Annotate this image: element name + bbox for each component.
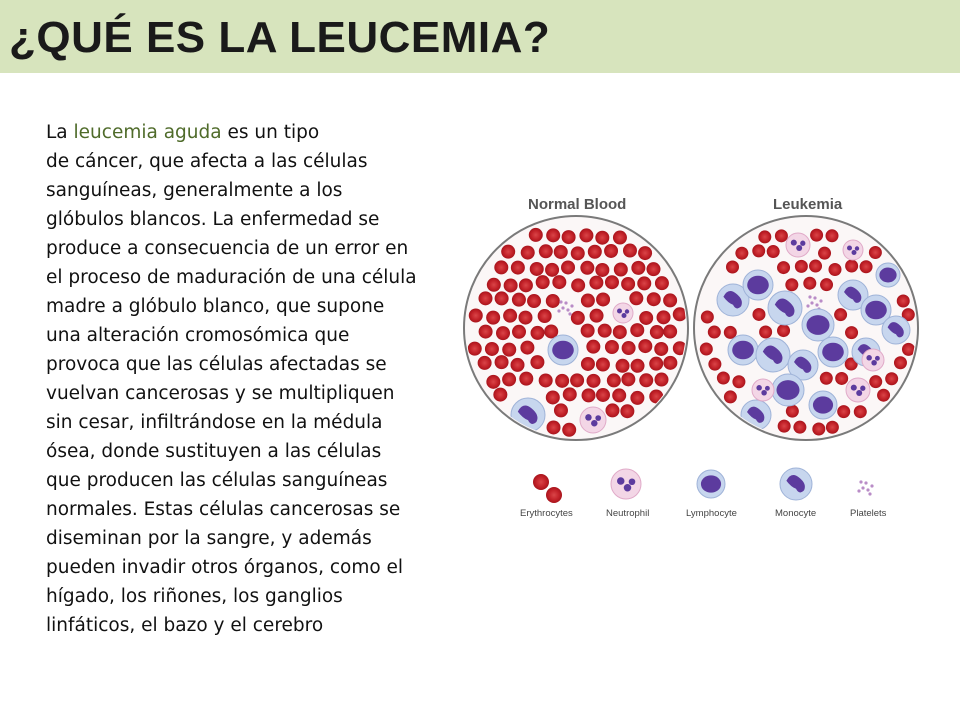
erythrocyte	[735, 247, 748, 260]
paragraph-line: el proceso de maduración de una célula	[46, 267, 417, 288]
erythrocyte	[503, 309, 517, 323]
erythrocyte	[579, 228, 593, 242]
erythrocyte	[663, 356, 677, 370]
erythrocyte	[518, 311, 532, 325]
erythrocyte	[837, 405, 850, 418]
neutrophil-lobe	[756, 385, 762, 391]
erythrocyte	[511, 261, 525, 275]
erythrocyte	[622, 341, 636, 355]
erythrocyte	[795, 260, 808, 273]
platelet	[819, 299, 822, 302]
neutrophil-lobe	[617, 309, 622, 314]
erythrocyte	[571, 311, 585, 325]
legend-cells	[533, 468, 874, 503]
body-paragraph	[46, 118, 446, 640]
erythrocyte	[777, 261, 790, 274]
platelet	[566, 308, 569, 311]
erythrocyte	[512, 293, 526, 307]
erythrocyte	[759, 326, 772, 339]
erythrocyte	[486, 311, 500, 325]
neutrophil-lobe	[629, 478, 636, 485]
legend-lymphocyte: Lymphocyte	[686, 508, 737, 519]
erythrocyte	[835, 372, 848, 385]
neutrophil-lobe	[860, 386, 865, 391]
erythrocyte	[552, 275, 566, 289]
erythrocyte	[545, 263, 559, 277]
erythrocyte	[581, 357, 595, 371]
neutrophil-cell	[613, 303, 633, 323]
neutrophil-lobe	[591, 420, 598, 427]
erythrocyte	[589, 276, 603, 290]
paragraph-line: linfáticos, el bazo y el cerebro	[46, 615, 324, 636]
erythrocyte	[620, 404, 634, 418]
erythrocyte	[595, 263, 609, 277]
erythrocyte	[826, 229, 839, 242]
erythrocyte	[590, 309, 604, 323]
erythrocyte	[777, 324, 790, 337]
neutrophil-lobe	[855, 246, 859, 250]
erythrocyte	[538, 309, 552, 323]
erythrocyte	[621, 372, 635, 386]
erythrocyte	[580, 261, 594, 275]
erythrocyte	[539, 244, 553, 258]
paragraph-line: diseminan por la sangre, y además	[46, 528, 372, 549]
erythrocyte	[478, 291, 492, 305]
lymphocyte-nucleus	[552, 341, 574, 360]
neutrophil-lobe	[624, 484, 632, 492]
erythrocyte	[586, 340, 600, 354]
erythrocyte	[571, 278, 585, 292]
erythrocyte	[717, 372, 730, 385]
neutrophil-lobe	[800, 241, 805, 246]
platelet	[570, 304, 573, 307]
erythrocyte	[539, 373, 553, 387]
erythrocyte	[561, 260, 575, 274]
neutrophil-lobe	[765, 386, 770, 391]
line-suffix: es un tipo	[221, 122, 320, 143]
paragraph-line: sin cesar, infiltrándose en la médula	[46, 412, 383, 433]
erythrocyte	[546, 294, 560, 308]
neutrophil-lobe	[875, 356, 880, 361]
erythrocyte	[519, 278, 533, 292]
erythrocyte	[587, 374, 601, 388]
erythrocyte	[521, 246, 535, 260]
erythrocyte	[854, 405, 867, 418]
erythrocyte	[604, 244, 618, 258]
erythrocyte	[588, 245, 602, 259]
erythrocyte	[638, 246, 652, 260]
line-prefix: La	[46, 122, 74, 143]
paragraph-line: produce a consecuencia de un error en	[46, 238, 409, 259]
erythrocyte	[826, 421, 839, 434]
erythrocyte	[605, 340, 619, 354]
blood-cells-illustration	[458, 190, 938, 525]
erythrocyte	[596, 358, 610, 372]
neutrophil-lobe	[622, 313, 627, 318]
erythrocyte	[752, 308, 765, 321]
neutrophil-lobe	[617, 477, 625, 485]
erythrocyte	[495, 291, 509, 305]
leukemia-label: Leukemia	[773, 196, 843, 213]
erythrocyte	[598, 324, 612, 338]
erythrocyte	[639, 311, 653, 325]
erythrocyte	[649, 357, 663, 371]
lymphocyte-nucleus	[701, 475, 721, 492]
legend-platelets: Platelets	[850, 508, 887, 519]
platelet	[561, 306, 564, 309]
erythrocyte	[700, 343, 713, 356]
erythrocyte	[828, 263, 841, 276]
erythrocyte	[546, 390, 560, 404]
lymphocyte-nucleus	[806, 315, 829, 335]
platelet	[868, 492, 871, 495]
lymphocyte-nucleus	[822, 343, 844, 362]
paragraph-line: sanguíneas, generalmente a los	[46, 180, 343, 201]
neutrophil-lobe	[761, 390, 767, 396]
erythrocyte	[478, 356, 492, 370]
erythrocyte	[663, 325, 677, 339]
paragraph-line: vuelvan cancerosas y se multipliquen	[46, 383, 395, 404]
neutrophil-lobe	[585, 414, 592, 421]
erythrocyte	[605, 275, 619, 289]
neutrophil-cell	[611, 469, 641, 499]
erythrocyte	[708, 358, 721, 371]
erythrocyte	[701, 310, 714, 323]
paragraph-line: hígado, los riñones, los ganglios	[46, 586, 343, 607]
erythrocyte	[775, 229, 788, 242]
erythrocyte	[502, 343, 516, 357]
platelet	[568, 312, 571, 315]
erythrocyte	[554, 403, 568, 417]
erythrocyte	[494, 260, 508, 274]
erythrocyte	[605, 403, 619, 417]
erythrocyte	[654, 342, 668, 356]
erythrocyte	[485, 342, 499, 356]
neutrophil-cell	[786, 233, 810, 257]
lymphocyte-nucleus	[879, 268, 896, 283]
erythrocyte	[778, 420, 791, 433]
erythrocyte	[519, 372, 533, 386]
paragraph-line: pueden invadir otros órganos, como el	[46, 557, 404, 578]
erythrocyte	[501, 245, 515, 259]
erythrocyte	[793, 421, 806, 434]
neutrophil-lobe	[866, 355, 872, 361]
platelet	[870, 484, 873, 487]
erythrocyte	[486, 375, 500, 389]
erythrocyte	[616, 359, 630, 373]
title-bar	[0, 0, 960, 73]
erythrocyte	[638, 339, 652, 353]
erythrocyte	[663, 293, 677, 307]
platelet	[806, 304, 809, 307]
paragraph-line: que producen las células sanguíneas	[46, 470, 388, 491]
erythrocyte	[639, 373, 653, 387]
erythrocyte	[810, 229, 823, 242]
erythrocyte	[562, 423, 576, 437]
platelet	[810, 301, 813, 304]
platelet	[559, 300, 562, 303]
erythrocyte	[869, 375, 882, 388]
erythrocyte	[650, 325, 664, 339]
erythrocyte	[607, 373, 621, 387]
neutrophil-lobe	[791, 240, 797, 246]
paragraph-line	[46, 118, 446, 147]
erythrocyte	[614, 262, 628, 276]
paragraph-line: provoca que las células afectadas se	[46, 354, 387, 375]
erythrocyte	[885, 372, 898, 385]
erythrocyte	[612, 388, 626, 402]
erythrocyte	[726, 260, 739, 273]
platelet	[564, 301, 567, 304]
erythrocyte	[897, 295, 910, 308]
erythrocyte	[487, 278, 501, 292]
erythrocyte	[547, 420, 561, 434]
erythrocyte	[581, 324, 595, 338]
erythrocyte	[613, 325, 627, 339]
erythrocyte	[631, 359, 645, 373]
erythrocyte	[571, 246, 585, 260]
erythrocyte	[555, 374, 569, 388]
erythrocyte	[655, 276, 669, 290]
erythrocyte	[495, 355, 509, 369]
platelet	[861, 486, 864, 489]
erythrocyte	[570, 373, 584, 387]
erythrocyte	[732, 375, 745, 388]
erythrocyte	[621, 277, 635, 291]
lymphocyte-nucleus	[747, 276, 769, 295]
neutrophil-lobe	[871, 360, 877, 366]
erythrocyte	[502, 372, 516, 386]
erythrocyte	[511, 358, 525, 372]
neutrophil-lobe	[851, 385, 857, 391]
erythrocyte	[595, 231, 609, 245]
erythrocyte	[834, 308, 847, 321]
erythrocyte	[546, 487, 562, 503]
erythrocyte	[786, 405, 799, 418]
platelet	[813, 296, 816, 299]
erythrocyte	[536, 275, 550, 289]
erythrocyte	[647, 262, 661, 276]
erythrocyte	[845, 326, 858, 339]
erythrocyte	[767, 245, 780, 258]
erythrocyte	[468, 342, 482, 356]
erythrocyte	[529, 228, 543, 242]
erythrocyte	[758, 230, 771, 243]
erythrocyte	[479, 325, 493, 339]
erythrocyte	[527, 294, 541, 308]
erythrocyte	[629, 291, 643, 305]
erythrocyte	[613, 231, 627, 245]
neutrophil-cell	[862, 349, 884, 371]
legend-erythrocytes: Erythrocytes	[520, 508, 573, 519]
lymphocyte-nucleus	[732, 341, 754, 360]
erythrocyte	[531, 326, 545, 340]
erythrocyte	[582, 388, 596, 402]
highlighted-term: leucemia aguda	[73, 122, 222, 143]
erythrocyte	[818, 247, 831, 260]
erythrocyte	[809, 260, 822, 273]
erythrocyte	[554, 245, 568, 259]
platelet	[866, 488, 869, 491]
erythrocyte	[562, 230, 576, 244]
erythrocyte	[630, 323, 644, 337]
neutrophil-cell	[580, 407, 606, 433]
lymphocyte-nucleus	[813, 396, 833, 413]
erythrocyte	[877, 389, 890, 402]
erythrocyte	[631, 261, 645, 275]
slide-title: ¿QUÉ ES LA LEUCEMIA?	[9, 13, 551, 62]
erythrocyte	[530, 355, 544, 369]
erythrocyte	[637, 276, 651, 290]
erythrocyte	[657, 310, 671, 324]
platelet	[815, 303, 818, 306]
neutrophil-cell	[846, 378, 870, 402]
erythrocyte	[533, 474, 549, 490]
erythrocyte	[493, 388, 507, 402]
erythrocyte	[563, 387, 577, 401]
lymphocyte-nucleus	[776, 380, 799, 400]
paragraph-line: ósea, donde sustituyen a las células	[46, 441, 382, 462]
erythrocyte	[820, 372, 833, 385]
neutrophil-lobe	[595, 415, 601, 421]
erythrocyte	[708, 326, 721, 339]
erythrocyte	[860, 260, 873, 273]
erythrocyte	[869, 246, 882, 259]
erythrocyte	[469, 309, 483, 323]
paragraph-line: una alteración cromosómica que	[46, 325, 350, 346]
legend-monocyte: Monocyte	[775, 508, 817, 519]
neutrophil-cell	[752, 379, 774, 401]
erythrocyte	[785, 278, 798, 291]
paragraph-line: madre a glóbulo blanco, que supone	[46, 296, 385, 317]
paragraph-line: de cáncer, que afecta a las células	[46, 151, 368, 172]
neutrophil-cell	[843, 240, 863, 260]
blood-cells-svg	[458, 190, 938, 525]
legend-neutrophil: Neutrophil	[606, 508, 650, 519]
erythrocyte	[530, 262, 544, 276]
paragraph-line: normales. Estas células cancerosas se	[46, 499, 401, 520]
erythrocyte	[654, 373, 668, 387]
neutrophil-lobe	[796, 245, 802, 251]
erythrocyte	[512, 325, 526, 339]
erythrocyte	[581, 294, 595, 308]
erythrocyte	[496, 326, 510, 340]
erythrocyte	[630, 391, 644, 405]
paragraph-line: glóbulos blancos. La enfermedad se	[46, 209, 380, 230]
erythrocyte	[812, 423, 825, 436]
erythrocyte	[820, 278, 833, 291]
erythrocyte	[752, 244, 765, 257]
erythrocyte	[803, 277, 816, 290]
platelet	[557, 309, 560, 312]
neutrophil-lobe	[856, 390, 862, 396]
neutrophil-lobe	[625, 309, 629, 313]
erythrocyte	[596, 292, 610, 306]
platelet	[808, 295, 811, 298]
erythrocyte	[546, 228, 560, 242]
platelet	[864, 481, 867, 484]
lymphocyte-nucleus	[865, 301, 887, 320]
erythrocyte	[647, 292, 661, 306]
neutrophil-lobe	[847, 246, 852, 251]
normal-blood-label: Normal Blood	[528, 196, 627, 213]
erythrocyte	[894, 356, 907, 369]
platelet	[859, 480, 862, 483]
erythrocyte	[504, 278, 518, 292]
erythrocyte	[596, 388, 610, 402]
platelet	[857, 489, 860, 492]
erythrocyte	[623, 244, 637, 258]
erythrocyte	[724, 390, 737, 403]
erythrocyte	[520, 341, 534, 355]
erythrocyte	[845, 260, 858, 273]
neutrophil-lobe	[852, 250, 857, 255]
